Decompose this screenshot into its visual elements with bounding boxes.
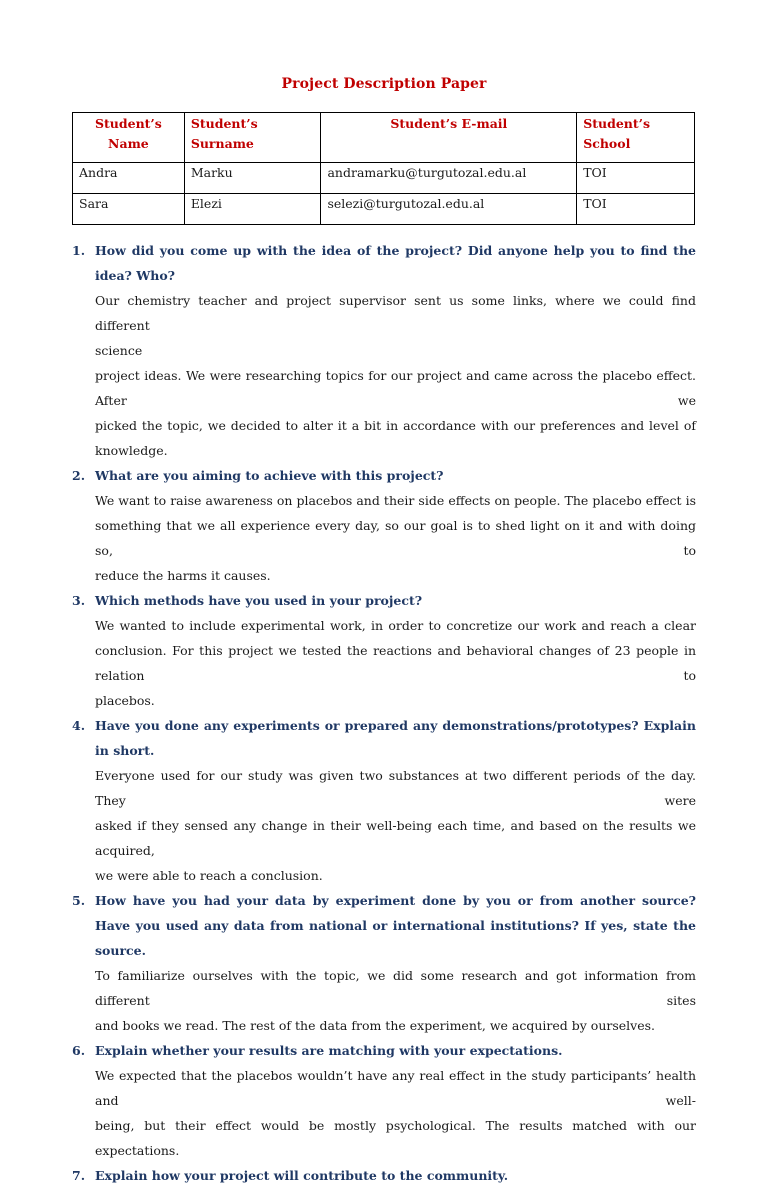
cell-school: TOI: [577, 163, 695, 194]
answer-text: [95, 1063, 696, 1163]
question-text: Which methods have you used in your project?: [95, 593, 423, 608]
cell-email: andramarku@turgutozal.edu.al: [321, 163, 577, 194]
answer-line: knowledge.: [95, 443, 168, 458]
answer-line: We wanted to include experimental work, in order to concretize our work and reach a clear: [95, 618, 696, 633]
question-item: [72, 1038, 696, 1063]
answer-line: being, but their effect would be mostly psychological. The results matched with our expectations.: [95, 1118, 696, 1158]
answer-line: To familiarize ourselves with the topic, we did some research and got information from different sites: [95, 968, 696, 1008]
cell-surname: Elezi: [184, 194, 321, 225]
cell-name: Sara: [73, 194, 185, 225]
header-student-surname: Student’s Surname: [184, 113, 321, 163]
question-text: How did you come up with the idea of the project? Did anyone help you to find the idea? Who?: [95, 243, 696, 283]
answer-text: [95, 488, 696, 588]
answer-line: reduce the harms it causes.: [95, 568, 271, 583]
question-text: How have you had your data by experiment done by you or from another source? Have you used any data from national or international institutions? If yes, state the source.: [95, 893, 696, 958]
cell-email: selezi@turgutozal.edu.al: [321, 194, 577, 225]
table-header-row: [73, 113, 695, 163]
question-item: [72, 238, 696, 288]
answer-line: we were able to reach a conclusion.: [95, 868, 323, 883]
questions-list: [72, 238, 696, 1188]
header-student-email: Student’s E-mail: [321, 113, 577, 163]
question-item: [72, 588, 696, 613]
question-number: 5.: [72, 893, 86, 908]
question-text: Have you done any experiments or prepared any demonstrations/prototypes? Explain in short.: [95, 718, 696, 758]
cell-name: Andra: [73, 163, 185, 194]
question-number: 6.: [72, 1043, 86, 1058]
answer-line: placebos.: [95, 693, 155, 708]
cell-school: TOI: [577, 194, 695, 225]
answer-text: [95, 763, 696, 888]
student-info-table: [72, 112, 695, 225]
answer-text: [95, 613, 696, 713]
table-row: [73, 163, 695, 194]
question-number: 7.: [72, 1168, 86, 1183]
answer-line: picked the topic, we decided to alter it a bit in accordance with our preferences and level of: [95, 418, 696, 433]
table-row: [73, 194, 695, 225]
cell-surname: Marku: [184, 163, 321, 194]
question-number: 4.: [72, 718, 86, 733]
answer-line: We expected that the placebos wouldn’t have any real effect in the study participants’ health and well-: [95, 1068, 696, 1108]
answer-line: asked if they sensed any change in their well-being each time, and based on the results we acquired,: [95, 818, 696, 858]
answer-line: conclusion. For this project we tested the reactions and behavioral changes of 23 people in relation to: [95, 643, 696, 683]
question-text: What are you aiming to achieve with this project?: [95, 468, 444, 483]
answer-line: science: [95, 343, 143, 358]
question-item: [72, 888, 696, 963]
header-student-school: Student’s School: [577, 113, 695, 163]
question-number: 2.: [72, 468, 86, 483]
question-item: [72, 1163, 696, 1188]
question-number: 3.: [72, 593, 86, 608]
page-title: Project Description Paper: [281, 76, 487, 92]
question-item: [72, 713, 696, 763]
answer-line: We want to raise awareness on placebos and their side effects on people. The placebo effect is: [95, 493, 696, 508]
answer-line: something that we all experience every day, so our goal is to shed light on it and with doing so, to: [95, 518, 696, 558]
answer-text: [95, 288, 696, 463]
question-text: Explain whether your results are matching with your expectations.: [95, 1043, 563, 1058]
question-item: [72, 463, 696, 488]
answer-line: project ideas. We were researching topics for our project and came across the placebo effect. After we: [95, 368, 696, 408]
answer-line: Our chemistry teacher and project supervisor sent us some links, where we could find different: [95, 293, 696, 333]
question-text: Explain how your project will contribute to the community.: [95, 1168, 509, 1183]
question-number: 1.: [72, 243, 86, 258]
answer-text: [95, 963, 696, 1038]
answer-line: Everyone used for our study was given two substances at two different periods of the day. They were: [95, 768, 696, 808]
answer-line: and books we read. The rest of the data from the experiment, we acquired by ourselves.: [95, 1018, 656, 1033]
header-student-name: Student’s Name: [73, 113, 185, 163]
